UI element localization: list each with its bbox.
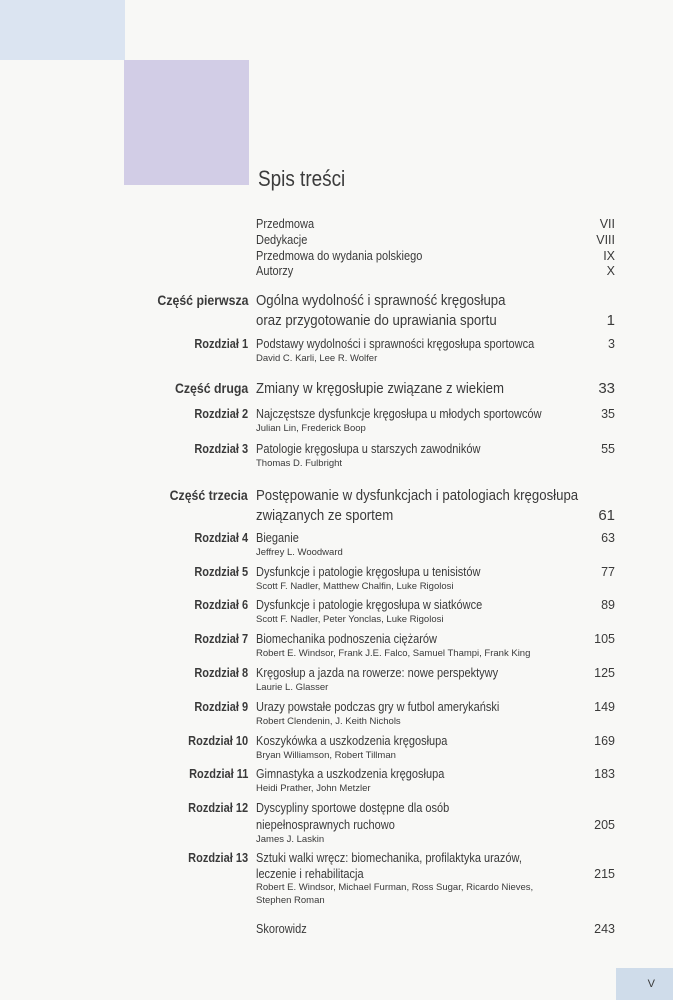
part-label: Część druga xyxy=(174,380,248,396)
chapter-title: Biomechanika podnoszenia ciężarów xyxy=(256,632,438,646)
part-title-line2: oraz przygotowanie do uprawiania sportu xyxy=(256,312,497,329)
chapter-authors: Laurie L. Glasser xyxy=(256,682,329,693)
toc-entry-page: X xyxy=(606,264,615,278)
chapter-label: Rozdział 1 xyxy=(194,337,248,351)
chapter-authors: David C. Karli, Lee R. Wolfer xyxy=(256,353,378,364)
chapter-title: Kręgosłup a jazda na rowerze: nowe perspektywy xyxy=(256,666,499,680)
chapter-label: Rozdział 5 xyxy=(194,565,248,579)
toc-entry-page: VII xyxy=(599,217,615,231)
chapter-label: Rozdział 9 xyxy=(194,700,248,714)
chapter-page: 63 xyxy=(601,531,615,545)
chapter-title: Podstawy wydolności i sprawności kręgosłupa sportowca xyxy=(256,337,535,351)
chapter-title: Urazy powstałe podczas gry w futbol amerykański xyxy=(256,700,500,714)
chapter-page: 35 xyxy=(601,407,615,421)
decorative-light-square xyxy=(0,0,125,60)
chapter-authors: Thomas D. Fulbright xyxy=(256,458,343,469)
part-title: Postępowanie w dysfunkcjach i patologiach kręgosłupa xyxy=(256,487,579,504)
chapter-title: Bieganie xyxy=(256,531,299,545)
chapter-page: 89 xyxy=(601,598,615,612)
chapter-page: 205 xyxy=(594,818,615,832)
chapter-label: Rozdział 11 xyxy=(188,767,248,781)
chapter-authors: Jeffrey L. Woodward xyxy=(256,547,343,558)
chapter-label: Rozdział 13 xyxy=(188,851,248,865)
chapter-page: 183 xyxy=(594,767,615,781)
index-page: 243 xyxy=(594,922,615,936)
chapter-authors: Heidi Prather, John Metzler xyxy=(256,783,371,794)
chapter-authors: Bryan Williamson, Robert Tillman xyxy=(256,750,396,761)
part-label: Część trzecia xyxy=(169,487,248,503)
chapter-label: Rozdział 7 xyxy=(194,632,248,646)
chapter-page: 149 xyxy=(594,700,615,714)
page-number: V xyxy=(647,978,655,990)
chapter-title: Sztuki walki wręcz: biomechanika, profilaktyka urazów, xyxy=(256,851,522,865)
part-page: 61 xyxy=(598,507,615,524)
toc-entry-text: Dedykacje xyxy=(256,233,308,247)
chapter-page: 215 xyxy=(594,867,615,881)
chapter-page: 125 xyxy=(594,666,615,680)
chapter-title-line2: leczenie i rehabilitacja xyxy=(256,867,364,881)
chapter-title: Najczęstsze dysfunkcje kręgosłupa u młodych sportowców xyxy=(256,407,542,421)
toc-entry-text: Przedmowa xyxy=(256,217,315,231)
chapter-authors-line2: Stephen Roman xyxy=(256,895,325,906)
chapter-page: 3 xyxy=(608,337,615,351)
chapter-label: Rozdział 2 xyxy=(194,407,248,421)
chapter-label: Rozdział 3 xyxy=(194,442,248,456)
chapter-page: 55 xyxy=(601,442,615,456)
part-page: 33 xyxy=(598,380,615,397)
chapter-title: Patologie kręgosłupa u starszych zawodników xyxy=(256,442,481,456)
chapter-authors: Scott F. Nadler, Matthew Chalfin, Luke Rigolosi xyxy=(256,581,454,592)
chapter-authors: Robert Clendenin, J. Keith Nichols xyxy=(256,716,401,727)
part-label: Część pierwsza xyxy=(156,292,248,308)
part-title: Zmiany w kręgosłupie związane z wiekiem xyxy=(256,380,504,397)
chapter-title: Dysfunkcje i patologie kręgosłupa u tenisistów xyxy=(256,565,481,579)
decorative-purple-square xyxy=(124,60,249,185)
index-text: Skorowidz xyxy=(256,922,307,936)
chapter-authors: Scott F. Nadler, Peter Yonclas, Luke Rigolosi xyxy=(256,614,444,625)
chapter-authors: James J. Laskin xyxy=(256,834,325,845)
page-title: Spis treści xyxy=(258,166,346,191)
chapter-title: Koszykówka a uszkodzenia kręgosłupa xyxy=(256,734,448,748)
chapter-label: Rozdział 8 xyxy=(194,666,248,680)
chapter-label: Rozdział 6 xyxy=(194,598,248,612)
folio-tab xyxy=(616,968,673,1000)
chapter-title: Dysfunkcje i patologie kręgosłupa w siatkówce xyxy=(256,598,483,612)
toc-entry-page: IX xyxy=(603,249,615,263)
toc-entry-text: Autorzy xyxy=(256,264,294,278)
part-title-line2: związanych ze sportem xyxy=(256,507,394,524)
toc-entry-page: VIII xyxy=(596,233,615,247)
chapter-page: 169 xyxy=(594,734,615,748)
chapter-authors: Julian Lin, Frederick Boop xyxy=(256,423,366,434)
toc-entry-text: Przedmowa do wydania polskiego xyxy=(256,249,423,263)
chapter-title-line2: niepełnosprawnych ruchowo xyxy=(256,818,395,832)
part-title: Ogólna wydolność i sprawność kręgosłupa xyxy=(256,292,506,309)
chapter-label: Rozdział 4 xyxy=(194,531,248,545)
chapter-title: Dyscypliny sportowe dostępne dla osób xyxy=(256,801,450,815)
chapter-authors: Robert E. Windsor, Michael Furman, Ross Sugar, Ricardo Nieves, xyxy=(256,882,534,893)
chapter-title: Gimnastyka a uszkodzenia kręgosłupa xyxy=(256,767,445,781)
chapter-label: Rozdział 10 xyxy=(188,734,248,748)
chapter-label: Rozdział 12 xyxy=(188,801,248,815)
chapter-page: 77 xyxy=(601,565,615,579)
chapter-page: 105 xyxy=(594,632,615,646)
chapter-authors: Robert E. Windsor, Frank J.E. Falco, Samuel Thampi, Frank King xyxy=(256,648,531,659)
part-page: 1 xyxy=(606,312,615,329)
